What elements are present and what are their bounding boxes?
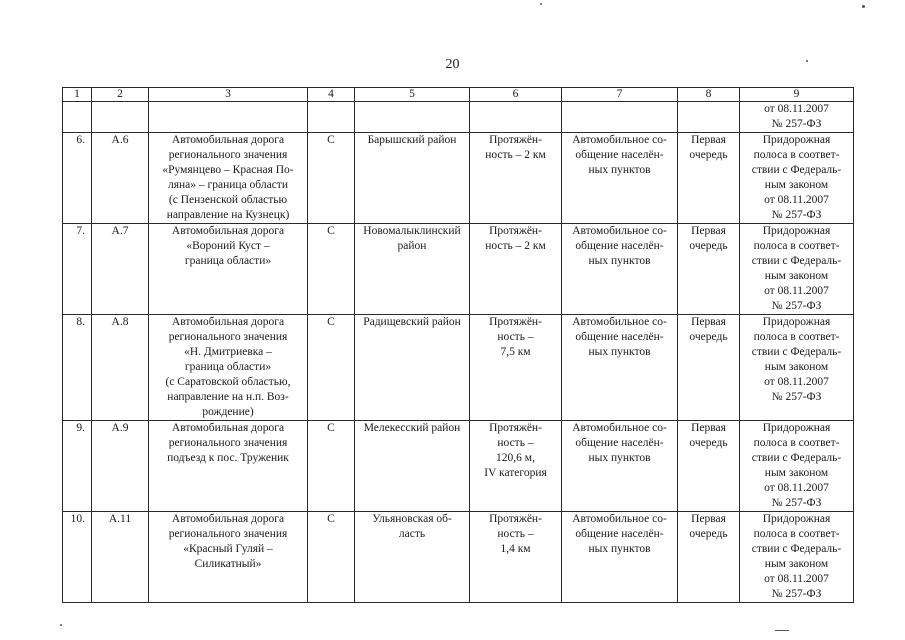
cell-zone: Придорожная полоса в соответ- ствии с Федераль- ным законом от 08.11.2007 № 257-ФЗ	[740, 224, 854, 315]
cell-num: 6.	[63, 133, 92, 224]
cell-empty	[678, 102, 740, 133]
header-cell: 3	[149, 88, 308, 102]
continuation-row	[63, 102, 854, 133]
header-cell: 1	[63, 88, 92, 102]
cell-priority: Первая очередь	[678, 421, 740, 512]
cell-name: Автомобильная дорога регионального значения подъезд к пос. Труженик	[149, 421, 308, 512]
cell-location: Новомалыклинский район	[355, 224, 470, 315]
cell-purpose: Автомобильное со- общение населён- ных пунктов	[562, 315, 678, 421]
cell-location: Ульяновская об- ласть	[355, 512, 470, 603]
cell-empty	[562, 102, 678, 133]
cell-zone: Придорожная полоса в соответ- ствии с Федераль- ным законом от 08.11.2007 № 257-ФЗ	[740, 315, 854, 421]
cell-num: 9.	[63, 421, 92, 512]
cell-code: А.7	[92, 224, 149, 315]
cell-code: А.8	[92, 315, 149, 421]
header-cell: 6	[470, 88, 562, 102]
cell-length: Протяжён- ность – 1,4 км	[470, 512, 562, 603]
header-cell: 4	[308, 88, 355, 102]
scan-speck	[540, 3, 542, 5]
cell-code: А.6	[92, 133, 149, 224]
cell-purpose: Автомобильное со- общение населён- ных пунктов	[562, 421, 678, 512]
cell-num: 7.	[63, 224, 92, 315]
cell-type: С	[308, 224, 355, 315]
cell-empty	[63, 102, 92, 133]
cell-type: С	[308, 133, 355, 224]
scan-speck	[862, 5, 865, 8]
cell-zone: Придорожная полоса в соответ- ствии с Федераль- ным законом от 08.11.2007 № 257-ФЗ	[740, 421, 854, 512]
cell-length: Протяжён- ность – 120,6 м, IV категория	[470, 421, 562, 512]
header-row	[63, 88, 854, 102]
cell-num: 10.	[63, 512, 92, 603]
cell-num: 8.	[63, 315, 92, 421]
cell-empty	[470, 102, 562, 133]
table-row	[63, 512, 854, 603]
header-cell: 5	[355, 88, 470, 102]
cell-code: А.11	[92, 512, 149, 603]
cell-type: С	[308, 315, 355, 421]
cell-type: С	[308, 512, 355, 603]
cell-empty	[308, 102, 355, 133]
cell-code: А.9	[92, 421, 149, 512]
cell-location: Барышский район	[355, 133, 470, 224]
cell-length: Протяжён- ность – 2 км	[470, 133, 562, 224]
cell-type: С	[308, 421, 355, 512]
cell-length: Протяжён- ность – 2 км	[470, 224, 562, 315]
cell-location: Мелекесский район	[355, 421, 470, 512]
scan-speck	[60, 624, 62, 626]
cell-priority: Первая очередь	[678, 224, 740, 315]
table-row	[63, 421, 854, 512]
cell-empty	[149, 102, 308, 133]
header-cell: 9	[740, 88, 854, 102]
table-row	[63, 315, 854, 421]
cell-zone: Придорожная полоса в соответ- ствии с Федераль- ным законом от 08.11.2007 № 257-ФЗ	[740, 133, 854, 224]
cell-purpose: Автомобильное со- общение населён- ных пунктов	[562, 133, 678, 224]
scan-speck	[775, 630, 789, 631]
table-row	[63, 133, 854, 224]
cell-zone-continuation: от 08.11.2007 № 257-ФЗ	[740, 102, 854, 133]
cell-purpose: Автомобильное со- общение населён- ных пунктов	[562, 224, 678, 315]
cell-name: Автомобильная дорога регионального значения «Красный Гуляй – Силикатный»	[149, 512, 308, 603]
cell-priority: Первая очередь	[678, 512, 740, 603]
cell-purpose: Автомобильное со- общение населён- ных пунктов	[562, 512, 678, 603]
cell-zone: Придорожная полоса в соответ- ствии с Федераль- ным законом от 08.11.2007 № 257-ФЗ	[740, 512, 854, 603]
cell-name: Автомобильная дорога регионального значения «Румянцево – Красная По- ляна» – граница области (с Пензенской областью направление на Кузнецк)	[149, 133, 308, 224]
scan-speck	[806, 60, 808, 62]
header-cell: 7	[562, 88, 678, 102]
cell-location: Радищевский район	[355, 315, 470, 421]
cell-priority: Первая очередь	[678, 133, 740, 224]
table-row	[63, 224, 854, 315]
cell-length: Протяжён- ность – 7,5 км	[470, 315, 562, 421]
cell-empty	[92, 102, 149, 133]
cell-priority: Первая очередь	[678, 315, 740, 421]
roads-table	[62, 87, 854, 603]
header-cell: 8	[678, 88, 740, 102]
cell-name: Автомобильная дорога регионального значения «Н. Дмитриевка – граница области» (с Саратовской областью, направление на н.п. Воз- рождение)	[149, 315, 308, 421]
cell-name: Автомобильная дорога «Вороний Куст – граница области»	[149, 224, 308, 315]
cell-empty	[355, 102, 470, 133]
header-cell: 2	[92, 88, 149, 102]
page-number: 20	[445, 57, 460, 72]
